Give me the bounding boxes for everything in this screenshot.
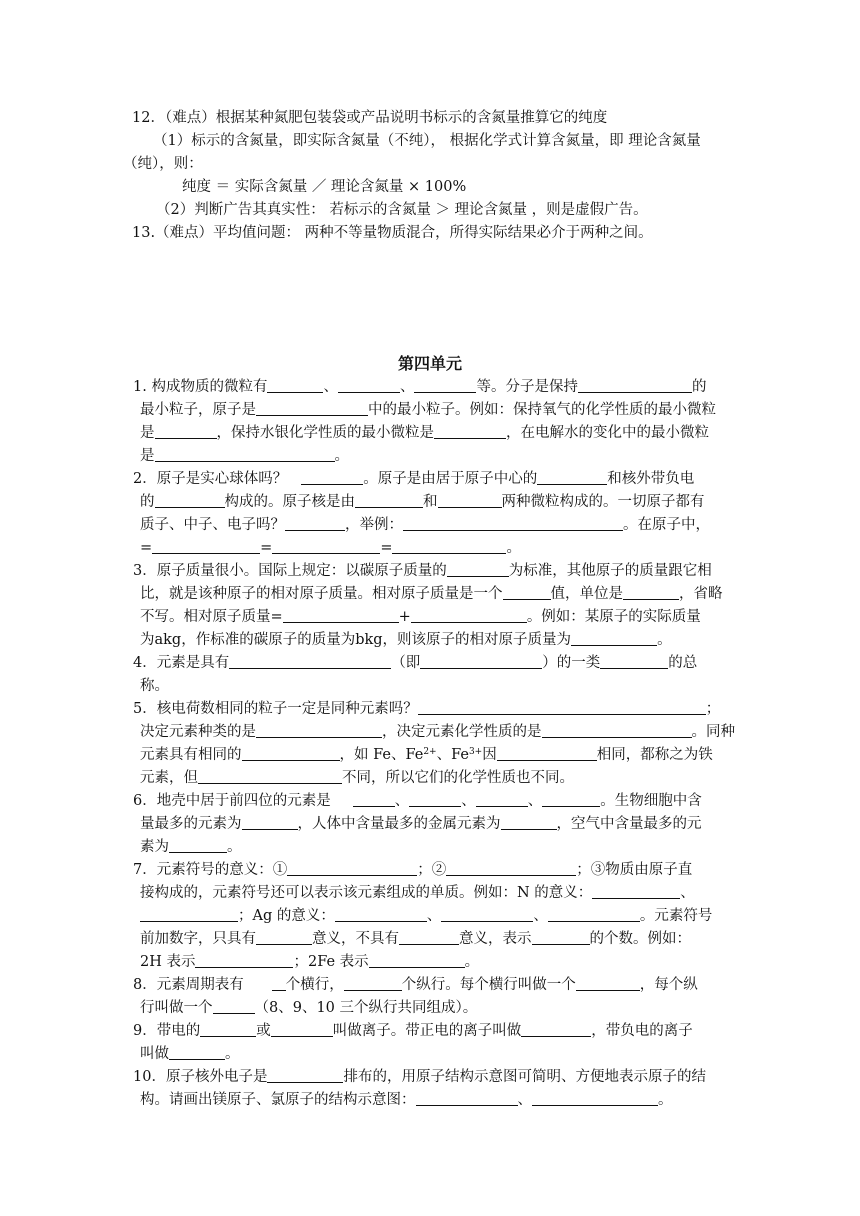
blank[interactable] [287,860,417,876]
q6-line-3: 素为 。 [140,839,242,855]
q6-line-2: 量最多的元素为 ，人体中含量最多的金属元素为 ，空气中含量最多的元 [140,816,702,832]
blank[interactable] [600,653,668,669]
q7-line-4: 前加数字，只具有 意义，不具有 意义，表示 的个数。例如： [140,931,691,947]
blank[interactable] [623,584,679,600]
blank[interactable] [169,837,227,853]
q5-line-4: 元素，但 不同，所以它们的化学性质也不同。 [140,770,574,786]
blank[interactable] [267,1067,343,1083]
blank[interactable] [411,607,527,623]
q7-line-1: 7．元素符号的意义：① ；② ；③物质由原子直 [133,862,693,878]
blank[interactable] [195,952,293,968]
blank[interactable] [213,998,255,1014]
blank[interactable] [416,1090,518,1106]
q4-line-1: 4．元素是具有 （即 ）的一类 的总 [133,655,698,671]
blank[interactable] [532,929,590,945]
blank[interactable] [369,952,465,968]
unit-title: 第四单元 [397,354,462,373]
blank[interactable] [198,768,342,784]
q7-line-5: 2H 表示 ；2Fe 表示 。 [140,954,480,970]
blank[interactable] [200,1021,256,1037]
blank[interactable] [403,515,623,531]
blank[interactable] [152,538,260,554]
blank[interactable] [256,929,312,945]
blank[interactable] [271,1021,333,1037]
q10-line-1: 10．原子核外电子是 排布的，用原子结构示意图可简明、方便地表示原子的结 [133,1069,706,1085]
q2-line-4: = = = 。 [140,540,521,556]
q3-line-2: 比，就是该种原子的相对原子质量。相对原子质量是一个 值，单位是 ，省略 [140,586,723,602]
q1-line-2: 最小粒子，原子是 中的最小粒子。例如：保持氧气的化学性质的最小微粒 [140,402,716,418]
q1-line-1: 1. 构成物质的微粒有 、 、 等。分子是保持 的 [133,379,707,395]
q3-line-3: 不写。相对原子质量= + 。例如：某原子的实际质量 [140,609,701,625]
item-12-heading: 12．（难点）根据某种氮肥包装袋或产品说明书标示的含氮量推算它的纯度 [132,110,608,126]
blank[interactable] [548,906,640,922]
q2-line-3: 质子、中子、电子吗？ ，举例： 。在原子中， [140,517,710,533]
blank[interactable] [503,584,551,600]
blank[interactable] [537,469,607,485]
blank[interactable] [155,446,335,462]
item-12-point-1-cont: （纯），则： [123,156,203,172]
blank[interactable] [576,975,640,991]
blank[interactable] [542,791,600,807]
blank[interactable] [155,423,217,439]
item-13: 13.（难点）平均值问题： 两种不等量物质混合，所得实际结果必介于两种之间。 [132,225,653,241]
blank[interactable] [155,492,225,508]
blank[interactable] [414,377,476,393]
q1-line-4: 是 。 [140,448,349,464]
q7-line-3: ；Ag 的意义： 、 、 。元素符号 [140,906,712,926]
blank[interactable] [532,1090,658,1106]
blank[interactable] [446,860,576,876]
blank[interactable] [283,607,399,623]
q3-line-1: 3．原子质量很小。国际上规定：以碳原子质量的 为标准，其他原子的质量跟它相 [133,563,712,579]
blank[interactable] [242,814,298,830]
blank[interactable] [476,791,528,807]
blank[interactable] [438,492,502,508]
blank[interactable] [571,630,657,646]
blank[interactable] [272,975,286,991]
blank[interactable] [140,906,238,922]
blank[interactable] [441,906,533,922]
blank[interactable] [301,469,363,485]
q10-line-2: 构。请画出镁原子、氯原子的结构示意图： 、 。 [140,1092,673,1108]
blank[interactable] [434,423,506,439]
blank[interactable] [521,1021,591,1037]
blank[interactable] [409,791,461,807]
blank[interactable] [399,929,459,945]
item-12-point-1: （1）标示的含氮量，即实际含氮量（不纯）， 根据化学式计算含氮量，即 理论含氮量 [153,133,701,149]
q7-line-2: 接构成的，元素符号还可以表示该元素组成的单质。例如：N 的意义： 、 [140,885,695,901]
blank[interactable] [285,515,345,531]
blank[interactable] [501,814,557,830]
blank[interactable] [242,745,340,761]
blank[interactable] [578,377,692,393]
blank[interactable] [447,561,509,577]
q8-line-1: 8．元素周期表有 个横行， 个纵行。每个横行叫做一个 ，每个纵 [133,977,698,993]
q9-line-2: 叫做 。 [140,1046,240,1062]
blank[interactable] [542,722,692,738]
blank[interactable] [355,492,423,508]
q4-line-2: 称。 [140,678,169,694]
q5-line-2: 决定元素种类的是 ，决定元素化学性质的是 。同种 [140,724,735,740]
q8-line-2: 行叫做一个 （8、9、10 三个纵行共同组成）。 [140,1000,478,1016]
blank[interactable] [497,745,597,761]
q5-line-3: 元素具有相同的 ，如 Fe、$Fe^{2+}$、$Fe^{3+}$因 相同，都称之为铁 [140,747,713,763]
q9-line-1: 9．带电的 或 叫做离子。带正电的离子叫做 ，带负电的离子 [133,1023,693,1039]
blank[interactable] [267,377,323,393]
q1-line-3: 是 ，保持水银化学性质的最小微粒是 ，在电解水的变化中的最小微粒 [140,425,709,441]
q2-line-2: 的 构成的。原子核是由 和 两种微粒构成的。一切原子都有 [140,494,705,510]
blank[interactable] [169,1044,225,1060]
blank[interactable] [420,653,542,669]
item-12-point-2: （2）判断广告其真实性： 若标示的含氮量 ＞ 理论含氮量 ，则是虚假广告。 [156,202,648,218]
q3-line-4: 为akg，作标准的碳原子的质量为bkg，则该原子的相对原子质量为 。 [140,632,672,648]
blank[interactable] [418,699,706,715]
purity-formula: 纯度 ＝ 实际含氮量 ／ 理论含氮量 × 100% [182,179,467,195]
q6-line-1: 6．地壳中居于前四位的元素是 、 、 、 。生物细胞中含 [133,793,702,809]
q5-line-1: 5．核电荷数相同的粒子一定是同种元素吗？ ； [133,701,721,717]
q2-line-1: 2．原子是实心球体吗？ 。原子是由居于原子中心的 和核外带负电 [133,471,695,487]
blank[interactable] [344,975,402,991]
blank[interactable] [392,538,506,554]
blank[interactable] [229,653,391,669]
blank[interactable] [592,883,680,899]
blank[interactable] [335,906,427,922]
blank[interactable] [272,538,380,554]
blank[interactable] [256,722,382,738]
blank[interactable] [353,791,395,807]
blank[interactable] [256,400,368,416]
blank[interactable] [338,377,400,393]
